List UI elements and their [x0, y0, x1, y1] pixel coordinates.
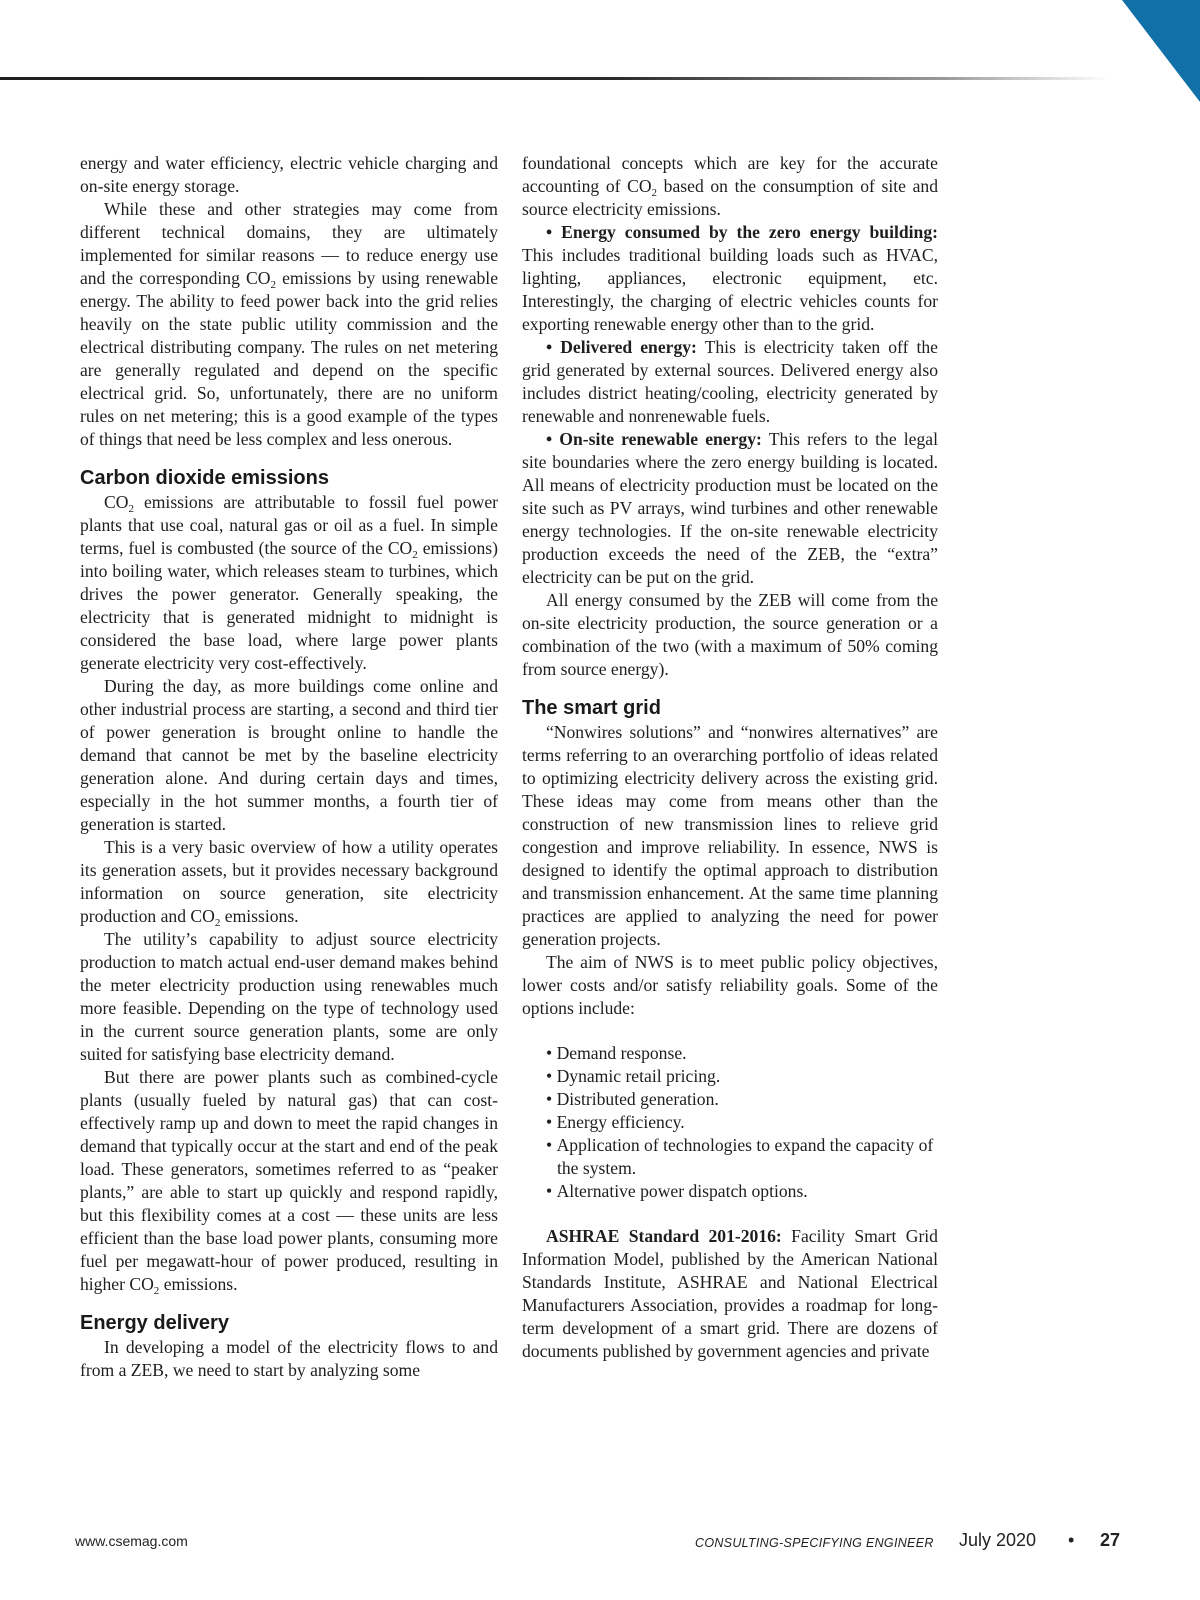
list-item: • Alternative power dispatch options. — [546, 1180, 938, 1203]
footer-date: July 2020 — [959, 1530, 1037, 1550]
paragraph: All energy consumed by the ZEB will come from the on-site electricity production, the source generation or a combination of the two (with a maximum of 50% coming from source energy). — [522, 590, 938, 679]
right-column — [522, 152, 938, 1363]
footer-magazine-name: CONSULTING-SPECIFYING ENGINEER — [695, 1536, 934, 1550]
header-rule — [0, 77, 1110, 80]
bullet-paragraph: • Energy consumed by the zero energy building: This includes traditional building loads such as HVAC, lighting, appliances, electronic equipment, etc. Interestingly, the charging of electric vehicles counts for exporting renewable energy other than to the grid. — [522, 222, 938, 334]
paragraph: foundational concepts which are key for the accurate accounting of $CO_2$ based on the consumption of site and source electricity emissions. — [522, 153, 938, 219]
section-heading-smart-grid: The smart grid — [522, 697, 661, 719]
paragraph: ASHRAE Standard 201-2016: Facility Smart Grid Information Model, published by the American National Standards Institute, ASHRAE and National Electrical Manufacturers Association, provides a roadmap for long-term development of a smart grid. There are dozens of documents published by government agencies and private — [522, 1226, 938, 1361]
bullet-paragraph: • Delivered energy: This is electricity taken off the grid generated by external sources. Delivered energy also includes district heating/cooling, electricity generated by renewable and nonrenewable fuels. — [522, 337, 938, 426]
list-item: • Dynamic retail pricing. — [546, 1065, 938, 1088]
paragraph: “Nonwires solutions” and “nonwires alternatives” are terms referring to an overarching portfolio of ideas related to optimizing electricity delivery across the existing grid. These ideas may come from means other than the construction of new transmission lines to relieve grid congestion and improve reliability. In essence, NWS is designed to identify the optimal approach to distribution and transmission enhancement. At the same time planning practices are applied to analyzing the need for power generation projects. — [522, 722, 938, 949]
left-column — [80, 152, 498, 1382]
paragraph: During the day, as more buildings come online and other industrial process are starting, a second and third tier of power generation is brought online to handle the demand that cannot be met by the baseline electricity generation alone. And during certain days and times, especially in the hot summer months, a fourth tier of generation is started. — [80, 676, 498, 834]
paragraph: In developing a model of the electricity flows to and from a ZEB, we need to start by analyzing some — [80, 1337, 498, 1380]
paragraph: The utility’s capability to adjust source electricity production to match actual end-user demand makes behind the meter electricity production using renewables much more feasible. Depending on the type of technology used in the current source generation plants, some are only suited for satisfying base electricity demand. — [80, 929, 498, 1064]
section-heading-carbon: Carbon dioxide emissions — [80, 467, 329, 489]
paragraph: energy and water efficiency, electric vehicle charging and on-site energy storage. — [80, 153, 498, 196]
list-item: • Application of technologies to expand the capacity of the system. — [546, 1134, 938, 1180]
paragraph: This is a very basic overview of how a utility operates its generation assets, but it provides necessary background information on source generation, site electricity production and $CO_2$ emissions. — [80, 837, 498, 929]
paragraph: But there are power plants such as combined-cycle plants (usually fueled by natural gas) that can cost-effectively ramp up and down to meet the rapid changes in demand that typically occur at the start and end of the peak load. These generators, sometimes referred to as “peaker plants,” are able to start up quickly and respond rapidly, but this flexibility comes at a cost — these units are less efficient than the base load power plants, consuming more fuel per megawatt-hour of power produced, resulting in higher $CO_2$ emissions. — [80, 1067, 498, 1297]
paragraph: $CO_2$ emissions are attributable to fossil fuel power plants that use coal, natural gas or oil as a fuel. In simple terms, fuel is combusted (the source of the $CO_2$ emissions) into boiling water, which releases steam to turbines, which drives the power generator. Generally speaking, the electricity that is generated midnight to midnight is considered the base load, where large power plants generate electricity very cost-effectively. — [80, 492, 498, 673]
list-item: • Demand response. — [546, 1042, 938, 1065]
section-heading-delivery: Energy delivery — [80, 1312, 229, 1334]
corner-accent — [1070, 0, 1200, 130]
footer-url[interactable]: www.csemag.com — [75, 1533, 188, 1549]
page-number: 27 — [1100, 1530, 1121, 1550]
bullet-paragraph: • On-site renewable energy: This refers to the legal site boundaries where the zero energy building is located. All means of electricity production must be located on the site such as PV arrays, wind turbines and other renewable energy technologies. If the on-site renewable electricity production exceeds the need of the ZEB, the “extra” electricity can be put on the grid. — [522, 429, 938, 587]
footer-separator: • — [1068, 1530, 1075, 1550]
paragraph: While these and other strategies may come from different technical domains, they are ultimately implemented for similar reasons — to reduce energy use and the corresponding $CO_2$ emissions by using renewable energy. The ability to feed power back into the grid relies heavily on the state public utility commission and the electrical distributing company. The rules on net metering are generally regulated and depend on the specific electrical grid. So, unfortunately, there are no uniform rules on net metering; this is a good example of the types of things that need be less complex and less onerous. — [80, 199, 499, 449]
list-item: • Energy efficiency. — [546, 1111, 938, 1134]
list-item: • Distributed generation. — [546, 1088, 938, 1111]
paragraph: The aim of NWS is to meet public policy objectives, lower costs and/or satisfy reliability goals. Some of the options include: — [522, 952, 938, 1018]
options-list — [522, 1042, 938, 1203]
